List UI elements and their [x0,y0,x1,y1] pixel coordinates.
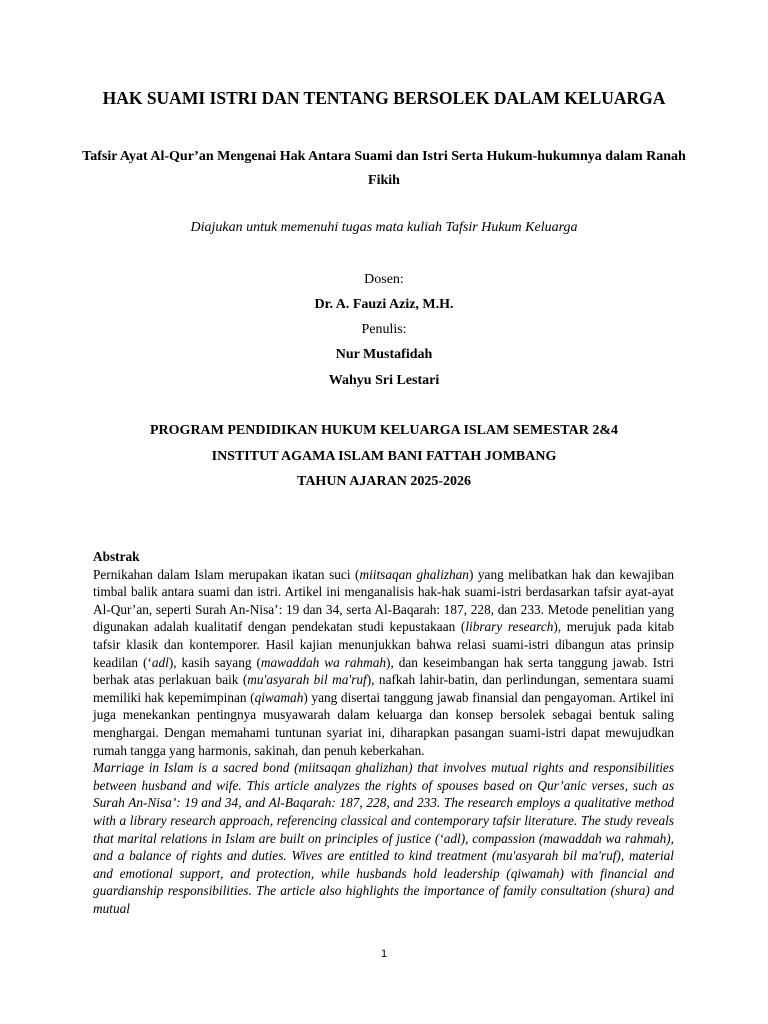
abstract-heading: Abstrak [93,549,140,564]
lecturer-label: Dosen: [364,272,404,287]
page-number: 1 [380,948,388,960]
italic-term: mawaddah wa rahmah [260,654,387,670]
italic-term: mu'asyarah bil ma'ruf [247,672,367,688]
abstract-text: ), nafkah lahir-batin, dan perlindungan, sementara suami memiliki hak kepemimpinan ( [93,672,675,705]
abstract-text: ) yang melibatkan hak dan kewajiban timbal balik antara suami dan istri. Artikel ini menganalisis hak-hak suami-istri berdasarkan tafsir ayat-ayat Al-Qur’an, seperti Surah An-Nisa’: 19 dan 34, serta Al-Baqarah: 187, 228, dan 233. Metode penelitian yang digunakan adalah kualitatif dengan pendekatan studi kepustakaan ( [93,566,675,635]
abstract-text: ), kasih sayang ( [168,654,261,670]
paper-title: HAK SUAMI ISTRI DAN TENTANG BERSOLEK DALAM KELUARGA [102,88,666,108]
authors-label: Penulis: [361,322,407,337]
submission-purpose: Diajukan untuk memenuhi tugas mata kuliah Tafsir Hukum Keluarga [190,220,578,235]
italic-term: miitsaqan ghalizhan [359,566,469,582]
abstract-section [93,548,674,917]
italic-term: adl [151,654,169,670]
abstract-indonesian [93,566,674,760]
italic-term: qiwamah [254,689,304,705]
abstract-text: ), merujuk pada kitab tafsir klasik dan kontemporer. Hasil kajian menunjukkan bahwa relasi suami-istri dibangun atas prinsip keadilan (‘ [93,619,674,670]
abstract-english: Marriage in Islam is a sacred bond (miitsaqan ghalizhan) that involves mutual rights and responsibilities between husband and wife. This article analyzes the rights of spouses based on Qur’anic verses, such as Surah An-Nisa’: 19 and 34, and Al-Baqarah: 187, 228, and 233. The research employs a qualitative method with a library research approach, referencing classical and contemporary tafsir literature. The study reveals that marital relations in Islam are built on principles of justice (‘adl), compassion (mawaddah wa rahmah), and a balance of rights and duties. Wives are entitled to kind treatment (mu'asyarah bil ma'ruf), material and emotional support, and protection, while husbands hold leadership (qiwamah) with financial and guardianship responsibilities. The article also highlights the importance of family consultation (shura) and mutual [93,760,674,916]
author-name: Nur Mustafidah [335,347,433,362]
abstract-text: Pernikahan dalam Islam merupakan ikatan suci ( [93,566,360,582]
lecturer-name: Dr. A. Fauzi Aziz, M.H. [314,297,454,312]
abstract-text: ) yang disertai tanggung jawab finansial dan pengayoman. Artikel ini juga menekankan pentingnya musyawarah dalam keluarga dan konsep bersolek sebagai bentuk saling menghargai. Dengan memahami tuntunan syariat ini, diharapkan pasangan suami-istri dapat mewujudkan rumah tangga yang harmonis, sakinah, dan penuh keberkahan. [93,689,674,758]
paper-subtitle: Tafsir Ayat Al-Qur’an Mengenai Hak Antara Suami dan Istri Serta Hukum-hukumnya dalam Ranah Fikih [82,149,686,188]
institution-name: INSTITUT AGAMA ISLAM BANI FATTAH JOMBANG [211,449,557,464]
abstract-text: ), dan keseimbangan hak serta tanggung jawab. Istri berhak atas perlakuan baik ( [93,654,674,688]
academic-year: TAHUN AJARAN 2025-2026 [297,474,471,489]
italic-term: library research [465,619,554,635]
program-name: PROGRAM PENDIDIKAN HUKUM KELUARGA ISLAM SEMESTAR 2&4 [150,423,618,438]
author-name: Wahyu Sri Lestari [328,373,440,388]
